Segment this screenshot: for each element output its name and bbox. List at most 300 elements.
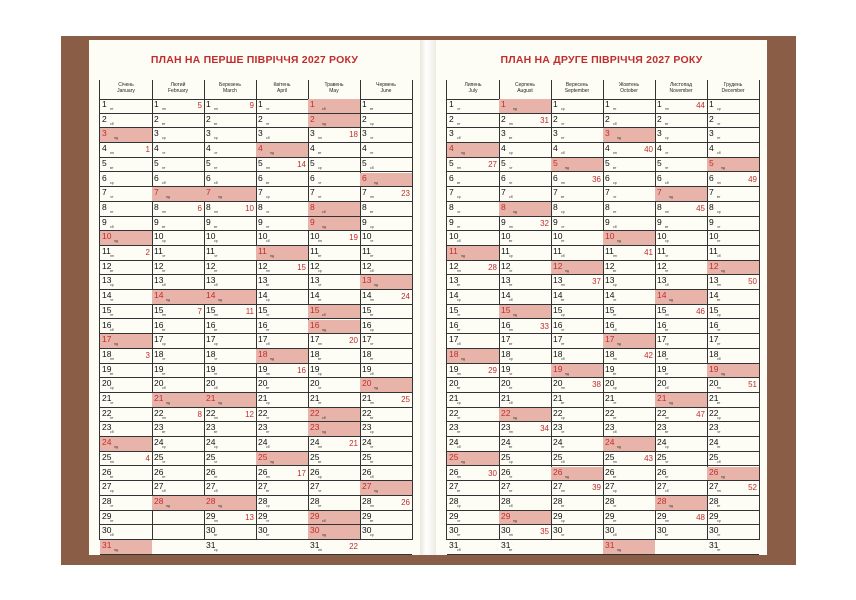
day-cell[interactable] [152, 158, 204, 173]
day-cell[interactable] [308, 290, 360, 305]
day-cell[interactable] [655, 173, 707, 188]
day-cell[interactable] [707, 481, 759, 496]
day-cell[interactable] [256, 305, 308, 320]
day-cell[interactable] [655, 364, 707, 379]
day-cell[interactable] [603, 158, 655, 173]
day-cell[interactable] [707, 99, 759, 114]
day-cell[interactable] [603, 246, 655, 261]
day-cell[interactable] [499, 128, 551, 143]
day-cell[interactable] [707, 114, 759, 129]
day-cell[interactable] [499, 511, 551, 526]
day-cell[interactable] [499, 525, 551, 540]
day-cell[interactable] [100, 481, 152, 496]
day-cell[interactable] [100, 114, 152, 129]
day-cell[interactable] [256, 320, 308, 335]
day-cell[interactable] [447, 437, 499, 452]
day-cell[interactable] [100, 349, 152, 364]
day-cell[interactable] [308, 217, 360, 232]
day-cell[interactable] [447, 202, 499, 217]
day-cell[interactable] [447, 143, 499, 158]
day-cell[interactable] [100, 305, 152, 320]
day-cell[interactable] [447, 305, 499, 320]
day-cell[interactable] [603, 467, 655, 482]
day-cell[interactable] [499, 496, 551, 511]
day-cell[interactable] [551, 334, 603, 349]
day-cell[interactable] [256, 99, 308, 114]
day-cell[interactable] [308, 511, 360, 526]
day-cell[interactable] [256, 334, 308, 349]
day-cell[interactable] [152, 408, 204, 423]
day-cell[interactable] [100, 364, 152, 379]
day-cell[interactable] [499, 422, 551, 437]
day-cell[interactable] [603, 173, 655, 188]
day-cell[interactable] [256, 231, 308, 246]
day-cell[interactable] [603, 540, 655, 555]
day-cell[interactable] [707, 378, 759, 393]
day-cell[interactable] [308, 246, 360, 261]
day-cell[interactable] [100, 511, 152, 526]
day-cell[interactable] [447, 231, 499, 246]
day-cell[interactable] [603, 143, 655, 158]
day-cell[interactable] [447, 378, 499, 393]
day-cell[interactable] [707, 408, 759, 423]
day-cell[interactable] [308, 452, 360, 467]
day-cell[interactable] [256, 246, 308, 261]
day-cell[interactable] [100, 525, 152, 540]
day-cell[interactable] [603, 422, 655, 437]
day-cell[interactable] [152, 481, 204, 496]
day-cell[interactable] [447, 511, 499, 526]
day-cell[interactable] [499, 378, 551, 393]
day-cell[interactable] [499, 173, 551, 188]
day-cell[interactable] [360, 334, 412, 349]
day-cell[interactable] [152, 452, 204, 467]
day-cell[interactable] [551, 261, 603, 276]
day-cell[interactable] [204, 525, 256, 540]
day-cell[interactable] [256, 275, 308, 290]
day-cell[interactable] [308, 128, 360, 143]
day-cell[interactable] [707, 349, 759, 364]
day-cell[interactable] [707, 511, 759, 526]
day-cell[interactable] [152, 217, 204, 232]
day-cell[interactable] [204, 275, 256, 290]
day-cell[interactable] [551, 349, 603, 364]
day-cell[interactable] [360, 452, 412, 467]
day-cell[interactable] [603, 496, 655, 511]
day-cell[interactable] [256, 481, 308, 496]
day-cell[interactable] [204, 364, 256, 379]
day-cell[interactable] [204, 408, 256, 423]
day-cell[interactable] [499, 467, 551, 482]
day-cell[interactable] [100, 408, 152, 423]
day-cell[interactable] [707, 290, 759, 305]
day-cell[interactable] [447, 393, 499, 408]
day-cell[interactable] [447, 187, 499, 202]
day-cell[interactable] [707, 364, 759, 379]
day-cell[interactable] [551, 187, 603, 202]
day-cell[interactable] [655, 467, 707, 482]
day-cell[interactable] [447, 408, 499, 423]
day-cell[interactable] [707, 496, 759, 511]
day-cell[interactable] [100, 496, 152, 511]
day-cell[interactable] [447, 290, 499, 305]
day-cell[interactable] [100, 261, 152, 276]
day-cell[interactable] [360, 349, 412, 364]
day-cell[interactable] [308, 496, 360, 511]
day-cell[interactable] [551, 408, 603, 423]
day-cell[interactable] [707, 305, 759, 320]
day-cell[interactable] [655, 202, 707, 217]
day-cell[interactable] [655, 408, 707, 423]
day-cell[interactable] [655, 99, 707, 114]
day-cell[interactable] [152, 99, 204, 114]
day-cell[interactable] [447, 467, 499, 482]
day-cell[interactable] [707, 231, 759, 246]
day-cell[interactable] [603, 511, 655, 526]
day-cell[interactable] [256, 496, 308, 511]
day-cell[interactable] [655, 187, 707, 202]
day-cell[interactable] [204, 217, 256, 232]
day-cell[interactable] [499, 349, 551, 364]
day-cell[interactable] [360, 202, 412, 217]
day-cell[interactable] [308, 202, 360, 217]
day-cell[interactable] [360, 408, 412, 423]
day-cell[interactable] [551, 99, 603, 114]
day-cell[interactable] [707, 540, 759, 555]
day-cell[interactable] [655, 511, 707, 526]
day-cell[interactable] [152, 246, 204, 261]
day-cell[interactable] [204, 290, 256, 305]
day-cell[interactable] [447, 261, 499, 276]
day-cell[interactable] [707, 128, 759, 143]
day-cell[interactable] [360, 378, 412, 393]
day-cell[interactable] [447, 128, 499, 143]
day-cell[interactable] [499, 114, 551, 129]
day-cell[interactable] [308, 540, 360, 555]
day-cell[interactable] [551, 393, 603, 408]
day-cell[interactable] [308, 305, 360, 320]
day-cell[interactable] [308, 525, 360, 540]
day-cell[interactable] [204, 320, 256, 335]
day-cell[interactable] [603, 378, 655, 393]
day-cell[interactable] [499, 452, 551, 467]
day-cell[interactable] [447, 525, 499, 540]
day-cell[interactable] [204, 467, 256, 482]
day-cell[interactable] [152, 275, 204, 290]
day-cell[interactable] [204, 496, 256, 511]
day-cell[interactable] [256, 217, 308, 232]
day-cell[interactable] [655, 246, 707, 261]
day-cell[interactable] [100, 422, 152, 437]
day-cell[interactable] [152, 128, 204, 143]
day-cell[interactable] [551, 481, 603, 496]
day-cell[interactable] [152, 187, 204, 202]
day-cell[interactable] [499, 408, 551, 423]
day-cell[interactable] [655, 496, 707, 511]
day-cell[interactable] [603, 261, 655, 276]
day-cell[interactable] [551, 422, 603, 437]
day-cell[interactable] [360, 496, 412, 511]
day-cell[interactable] [204, 511, 256, 526]
day-cell[interactable] [707, 393, 759, 408]
day-cell[interactable] [447, 349, 499, 364]
day-cell[interactable] [655, 261, 707, 276]
day-cell[interactable] [499, 481, 551, 496]
day-cell[interactable] [256, 173, 308, 188]
day-cell[interactable] [308, 187, 360, 202]
day-cell[interactable] [655, 422, 707, 437]
day-cell[interactable] [360, 217, 412, 232]
day-cell[interactable] [204, 437, 256, 452]
day-cell[interactable] [707, 422, 759, 437]
day-cell[interactable] [308, 408, 360, 423]
day-cell[interactable] [204, 246, 256, 261]
day-cell[interactable] [204, 173, 256, 188]
day-cell[interactable] [256, 261, 308, 276]
day-cell[interactable] [707, 320, 759, 335]
day-cell[interactable] [100, 173, 152, 188]
day-cell[interactable] [360, 364, 412, 379]
day-cell[interactable] [256, 128, 308, 143]
day-cell[interactable] [551, 378, 603, 393]
day-cell[interactable] [551, 128, 603, 143]
day-cell[interactable] [707, 275, 759, 290]
day-cell[interactable] [499, 261, 551, 276]
day-cell[interactable] [707, 217, 759, 232]
day-cell[interactable] [551, 437, 603, 452]
day-cell[interactable] [100, 334, 152, 349]
day-cell[interactable] [655, 525, 707, 540]
day-cell[interactable] [308, 114, 360, 129]
day-cell[interactable] [256, 467, 308, 482]
day-cell[interactable] [707, 525, 759, 540]
day-cell[interactable] [551, 320, 603, 335]
day-cell[interactable] [603, 114, 655, 129]
day-cell[interactable] [655, 349, 707, 364]
day-cell[interactable] [360, 246, 412, 261]
day-cell[interactable] [551, 364, 603, 379]
day-cell[interactable] [551, 114, 603, 129]
day-cell[interactable] [308, 231, 360, 246]
day-cell[interactable] [204, 349, 256, 364]
day-cell[interactable] [100, 187, 152, 202]
day-cell[interactable] [152, 320, 204, 335]
day-cell[interactable] [499, 275, 551, 290]
day-cell[interactable] [447, 422, 499, 437]
day-cell[interactable] [655, 143, 707, 158]
day-cell[interactable] [655, 114, 707, 129]
day-cell[interactable] [603, 275, 655, 290]
day-cell[interactable] [447, 217, 499, 232]
day-cell[interactable] [551, 158, 603, 173]
day-cell[interactable] [707, 261, 759, 276]
day-cell[interactable] [499, 231, 551, 246]
day-cell[interactable] [655, 158, 707, 173]
day-cell[interactable] [551, 246, 603, 261]
day-cell[interactable] [655, 481, 707, 496]
day-cell[interactable] [100, 540, 152, 555]
day-cell[interactable] [707, 173, 759, 188]
day-cell[interactable] [360, 261, 412, 276]
day-cell[interactable] [603, 202, 655, 217]
day-cell[interactable] [256, 525, 308, 540]
day-cell[interactable] [308, 143, 360, 158]
day-cell[interactable] [308, 467, 360, 482]
day-cell[interactable] [256, 511, 308, 526]
day-cell[interactable] [499, 246, 551, 261]
day-cell[interactable] [360, 290, 412, 305]
day-cell[interactable] [603, 393, 655, 408]
day-cell[interactable] [204, 128, 256, 143]
day-cell[interactable] [499, 290, 551, 305]
day-cell[interactable] [499, 305, 551, 320]
day-cell[interactable] [603, 437, 655, 452]
day-cell[interactable] [152, 202, 204, 217]
day-cell[interactable] [603, 349, 655, 364]
day-cell[interactable] [655, 231, 707, 246]
day-cell[interactable] [447, 158, 499, 173]
day-cell[interactable] [256, 422, 308, 437]
day-cell[interactable] [308, 334, 360, 349]
day-cell[interactable] [360, 128, 412, 143]
day-cell[interactable] [308, 349, 360, 364]
day-cell[interactable] [100, 378, 152, 393]
day-cell[interactable] [360, 143, 412, 158]
day-cell[interactable] [100, 231, 152, 246]
day-cell[interactable] [100, 467, 152, 482]
day-cell[interactable] [360, 187, 412, 202]
day-cell[interactable] [204, 378, 256, 393]
day-cell[interactable] [655, 128, 707, 143]
day-cell[interactable] [603, 290, 655, 305]
day-cell[interactable] [100, 202, 152, 217]
day-cell[interactable] [655, 305, 707, 320]
day-cell[interactable] [152, 437, 204, 452]
day-cell[interactable] [603, 128, 655, 143]
day-cell[interactable] [204, 114, 256, 129]
day-cell[interactable] [499, 158, 551, 173]
day-cell[interactable] [551, 452, 603, 467]
day-cell[interactable] [152, 364, 204, 379]
day-cell[interactable] [655, 452, 707, 467]
day-cell[interactable] [100, 320, 152, 335]
day-cell[interactable] [603, 452, 655, 467]
day-cell[interactable] [256, 143, 308, 158]
day-cell[interactable] [603, 364, 655, 379]
day-cell[interactable] [707, 158, 759, 173]
day-cell[interactable] [551, 467, 603, 482]
day-cell[interactable] [204, 334, 256, 349]
day-cell[interactable] [256, 378, 308, 393]
day-cell[interactable] [204, 158, 256, 173]
day-cell[interactable] [204, 393, 256, 408]
day-cell[interactable] [152, 114, 204, 129]
day-cell[interactable] [603, 481, 655, 496]
day-cell[interactable] [256, 364, 308, 379]
day-cell[interactable] [655, 320, 707, 335]
day-cell[interactable] [100, 246, 152, 261]
day-cell[interactable] [360, 173, 412, 188]
day-cell[interactable] [256, 114, 308, 129]
day-cell[interactable] [499, 540, 551, 555]
day-cell[interactable] [204, 202, 256, 217]
day-cell[interactable] [204, 452, 256, 467]
day-cell[interactable] [499, 320, 551, 335]
day-cell[interactable] [204, 481, 256, 496]
day-cell[interactable] [152, 143, 204, 158]
day-cell[interactable] [308, 173, 360, 188]
day-cell[interactable] [655, 437, 707, 452]
day-cell[interactable] [707, 202, 759, 217]
day-cell[interactable] [551, 511, 603, 526]
day-cell[interactable] [100, 275, 152, 290]
day-cell[interactable] [204, 422, 256, 437]
day-cell[interactable] [100, 158, 152, 173]
day-cell[interactable] [152, 305, 204, 320]
day-cell[interactable] [499, 143, 551, 158]
day-cell[interactable] [707, 246, 759, 261]
day-cell[interactable] [603, 525, 655, 540]
day-cell[interactable] [100, 217, 152, 232]
day-cell[interactable] [152, 173, 204, 188]
day-cell[interactable] [603, 187, 655, 202]
day-cell[interactable] [100, 128, 152, 143]
day-cell[interactable] [100, 437, 152, 452]
day-cell[interactable] [152, 334, 204, 349]
day-cell[interactable] [551, 143, 603, 158]
day-cell[interactable] [707, 334, 759, 349]
day-cell[interactable] [100, 143, 152, 158]
day-cell[interactable] [360, 231, 412, 246]
day-cell[interactable] [308, 378, 360, 393]
day-cell[interactable] [360, 158, 412, 173]
day-cell[interactable] [447, 99, 499, 114]
day-cell[interactable] [551, 496, 603, 511]
day-cell[interactable] [447, 173, 499, 188]
day-cell[interactable] [499, 99, 551, 114]
day-cell[interactable] [447, 496, 499, 511]
day-cell[interactable] [256, 158, 308, 173]
day-cell[interactable] [707, 467, 759, 482]
day-cell[interactable] [204, 99, 256, 114]
day-cell[interactable] [360, 525, 412, 540]
day-cell[interactable] [308, 481, 360, 496]
day-cell[interactable] [308, 364, 360, 379]
day-cell[interactable] [360, 305, 412, 320]
day-cell[interactable] [360, 320, 412, 335]
day-cell[interactable] [100, 393, 152, 408]
day-cell[interactable] [360, 114, 412, 129]
day-cell[interactable] [256, 393, 308, 408]
day-cell[interactable] [499, 437, 551, 452]
day-cell[interactable] [256, 408, 308, 423]
day-cell[interactable] [308, 99, 360, 114]
day-cell[interactable] [204, 231, 256, 246]
day-cell[interactable] [152, 349, 204, 364]
day-cell[interactable] [256, 437, 308, 452]
day-cell[interactable] [360, 437, 412, 452]
day-cell[interactable] [152, 290, 204, 305]
day-cell[interactable] [360, 99, 412, 114]
day-cell[interactable] [447, 481, 499, 496]
day-cell[interactable] [152, 231, 204, 246]
day-cell[interactable] [308, 422, 360, 437]
day-cell[interactable] [499, 393, 551, 408]
day-cell[interactable] [707, 452, 759, 467]
day-cell[interactable] [204, 143, 256, 158]
day-cell[interactable] [447, 114, 499, 129]
day-cell[interactable] [308, 393, 360, 408]
